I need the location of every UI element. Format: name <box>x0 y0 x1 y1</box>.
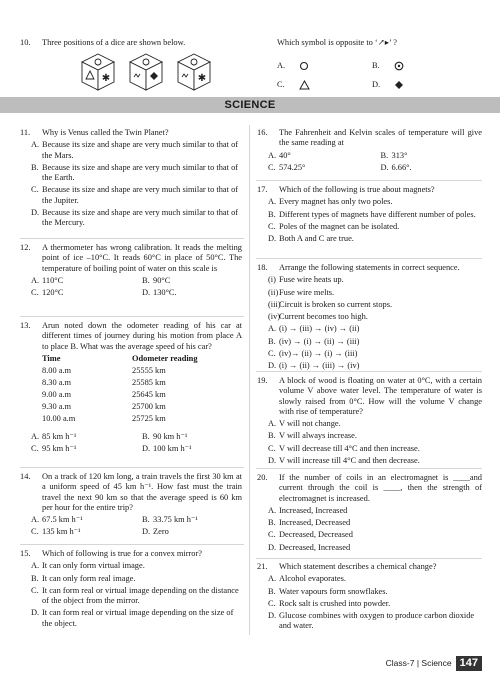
option-label: C. <box>268 598 276 608</box>
footer-label: Class-7 | Science <box>385 658 452 669</box>
option-text: It can only form real image. <box>42 573 136 583</box>
option-text: Increased, Increased <box>279 505 348 515</box>
option-label: A. <box>268 324 277 334</box>
option-c[interactable] <box>20 527 131 537</box>
option-text: Both A and C are true. <box>279 234 354 243</box>
question-number: 10. <box>20 38 31 47</box>
option-label: B. <box>268 518 276 527</box>
option-label: B. <box>142 515 150 524</box>
question-10 <box>20 38 250 48</box>
question-text: Which symbol is opposite to ‘↗▸’ ? <box>277 38 397 47</box>
option-label: A. <box>31 561 40 571</box>
table-cell: 25555 km <box>132 365 166 375</box>
option-text: (iv) → (i) → (ii) → (iii) <box>279 336 360 346</box>
option-label: A. <box>268 150 277 160</box>
q10-option-b[interactable] <box>372 61 404 71</box>
divider <box>20 544 244 545</box>
option-label: C. <box>268 221 276 231</box>
option-b[interactable] <box>257 210 482 220</box>
item-label: (i) <box>268 275 276 285</box>
option-text: 85 km h⁻¹ <box>42 431 77 441</box>
table-cell: 8.00 a.m <box>42 365 72 375</box>
option-text: 135 km h⁻¹ <box>42 527 81 537</box>
divider <box>20 238 244 239</box>
option-a[interactable] <box>257 419 482 429</box>
item-label: (iii) <box>268 299 281 309</box>
item-label: (ii) <box>268 287 279 297</box>
table-cell: 9.30 a.m <box>42 401 72 411</box>
divider <box>256 180 482 181</box>
option-c[interactable] <box>20 444 131 454</box>
question-text: On a track of 120 km long, a train travels the first 30 km at a uniform speed of 45 km h⁻¹. How fast must the train travel the next 90 km so that the average speed is 60 km per hour for the entire trip? <box>42 472 242 512</box>
question-15 <box>20 549 242 629</box>
question-number: 18. <box>257 263 268 272</box>
divider <box>256 371 482 372</box>
option-text: Glucose combines with oxygen to produce carbon dioxide and water. <box>279 611 475 631</box>
question-14 <box>20 472 242 538</box>
item-text: Fuse wire heats up. <box>279 275 344 285</box>
item-text: Fuse wire melts. <box>279 287 335 297</box>
option-text: 40° <box>279 150 291 160</box>
odometer-table <box>42 354 242 426</box>
option-label: C. <box>31 527 39 537</box>
option-text: Poles of the magnet can be isolated. <box>279 221 400 231</box>
q10-option-c[interactable] <box>277 80 310 90</box>
option-text: Decreased, Decreased <box>279 530 353 540</box>
option-d[interactable] <box>131 288 242 298</box>
dotted-circle-icon <box>394 61 404 71</box>
option-label: A. <box>31 431 40 441</box>
option-text: 100 km h⁻¹ <box>153 444 192 453</box>
option-b[interactable] <box>257 587 482 597</box>
option-c[interactable] <box>257 349 482 359</box>
question-text: Why is Venus called the Twin Planet? <box>42 128 169 137</box>
option-c[interactable] <box>257 444 482 454</box>
option-label: D. <box>142 444 151 453</box>
question-text: Which statement describes a chemical change? <box>279 562 437 571</box>
option-text: It can form real or virtual image depending on the size of the object. <box>42 608 234 628</box>
table-cell: 25585 km <box>132 377 166 387</box>
question-13 <box>20 321 242 454</box>
question-number: 11. <box>20 128 31 137</box>
option-b[interactable] <box>257 431 482 441</box>
question-text: If the number of coils in an electromagnet is ____and current through the coil is ____, then the strength of electromagnet is increased. <box>279 473 482 503</box>
q10-option-a[interactable] <box>277 61 309 71</box>
option-label: C. <box>268 530 276 540</box>
question-text: Three positions of a dice are shown below. <box>42 38 186 47</box>
option-text: 120°C <box>42 288 64 297</box>
option-label: D. <box>142 288 151 297</box>
statement-item <box>257 312 482 322</box>
option-label: B. <box>372 61 380 70</box>
option-a[interactable] <box>20 276 131 286</box>
question-number: 14. <box>20 472 31 481</box>
option-text: V will not change. <box>279 419 341 428</box>
option-d[interactable] <box>370 163 483 173</box>
option-c[interactable] <box>257 599 482 609</box>
question-text: Which of the following is true about magnets? <box>279 185 435 194</box>
option-text: It can only form virtual image. <box>42 561 145 571</box>
option-text: 574.25° <box>279 162 306 172</box>
question-number: 17. <box>257 185 268 194</box>
option-label: B. <box>142 431 150 441</box>
option-label: D. <box>372 80 381 89</box>
option-label: A. <box>277 61 286 70</box>
option-b[interactable] <box>131 276 242 286</box>
dice-3-icon <box>178 54 210 90</box>
option-text: Decreased, Increased <box>279 542 351 552</box>
option-label: B. <box>268 431 276 441</box>
option-label: C. <box>268 162 276 172</box>
option-label: B. <box>268 209 276 219</box>
divider <box>20 316 244 317</box>
option-a[interactable] <box>20 432 131 442</box>
question-text: Arrange the following statements in correct sequence. <box>279 263 460 272</box>
option-d[interactable] <box>257 234 482 244</box>
option-text: 67.5 km h⁻¹ <box>42 515 83 524</box>
dice-1-icon <box>82 54 114 90</box>
option-label: D. <box>268 611 277 620</box>
circle-icon <box>299 61 309 71</box>
option-a[interactable] <box>20 561 242 571</box>
option-label: C. <box>268 443 276 453</box>
option-b[interactable] <box>131 515 242 525</box>
option-label: B. <box>380 150 389 160</box>
option-b[interactable] <box>257 518 482 528</box>
option-d[interactable] <box>131 527 242 537</box>
item-text: Current becomes too high. <box>279 312 368 321</box>
option-label: B. <box>268 586 276 596</box>
option-label: C. <box>31 288 39 297</box>
svg-text:✱: ✱ <box>101 73 111 84</box>
option-label: D. <box>380 162 389 172</box>
option-label: C. <box>31 444 39 453</box>
option-label: D. <box>31 207 40 217</box>
option-text: 313° <box>391 150 408 160</box>
question-16 <box>257 128 482 173</box>
divider <box>20 467 244 468</box>
table-cell: 25700 km <box>132 401 166 411</box>
question-number: 12. <box>20 243 31 252</box>
option-label: C. <box>31 585 39 595</box>
option-label: D. <box>268 361 277 370</box>
page-number: 147 <box>456 656 482 671</box>
option-label: C. <box>31 185 39 195</box>
question-17 <box>257 185 482 244</box>
option-text: 130°C. <box>153 288 177 297</box>
option-text: 33.75 km h⁻¹ <box>153 515 198 524</box>
option-text: 110°C <box>42 275 64 285</box>
option-label: A. <box>268 197 277 207</box>
option-c[interactable] <box>257 163 370 173</box>
option-text: Rock salt is crushed into powder. <box>279 598 391 608</box>
option-text: Different types of magnets have different number of poles. <box>279 209 476 219</box>
table-cell: 9.00 a.m <box>42 389 72 399</box>
option-d[interactable] <box>257 543 482 553</box>
option-c[interactable] <box>257 222 482 232</box>
option-text: Because its size and shape are very much similar to that of the Mars. <box>42 140 239 160</box>
table-cell: 25725 km <box>132 413 166 423</box>
option-b[interactable] <box>20 574 242 584</box>
option-text: Because its size and shape are very much similar to that of the Earth. <box>42 162 239 182</box>
question-text: Which of following is true for a convex mirror? <box>42 549 203 558</box>
question-number: 20. <box>257 473 268 482</box>
q10-option-d[interactable] <box>372 80 404 90</box>
option-a[interactable] <box>20 515 131 525</box>
option-a[interactable] <box>20 140 242 161</box>
option-c[interactable] <box>20 185 242 206</box>
option-label: A. <box>268 505 277 515</box>
option-label: D. <box>268 542 277 552</box>
option-label: D. <box>268 234 277 243</box>
option-text: Zero <box>153 527 169 537</box>
table-cell: 8.30 a.m <box>42 377 72 387</box>
option-label: B. <box>142 275 150 285</box>
option-a[interactable] <box>257 574 482 584</box>
dice-2-icon <box>130 54 162 90</box>
option-text: (i) → (iii) → (iv) → (ii) <box>279 324 360 334</box>
option-b[interactable] <box>131 432 242 442</box>
svg-text:✱: ✱ <box>197 73 207 84</box>
option-label: B. <box>268 336 276 346</box>
item-text: Circuit is broken so current stops. <box>279 299 393 309</box>
question-12 <box>20 243 242 298</box>
question-18 <box>257 263 482 371</box>
question-number: 15. <box>20 549 31 558</box>
option-label: D. <box>268 455 277 465</box>
option-text: Every magnet has only two poles. <box>279 197 393 207</box>
table-cell: 10.00 a.m <box>42 413 76 423</box>
option-label: A. <box>31 275 40 285</box>
question-text: A thermometer has wrong calibration. It reads the melting point of ice –10°C. It reads 60°C in place of 50°C. The temperature of boiling point of water on this scale is <box>42 243 242 273</box>
option-a[interactable] <box>257 324 482 334</box>
option-label: D. <box>31 608 40 618</box>
divider <box>256 558 482 559</box>
option-c[interactable] <box>20 288 131 298</box>
statement-item <box>257 300 482 310</box>
option-text: 90°C <box>153 275 171 285</box>
option-text: 90 km h⁻¹ <box>153 431 188 441</box>
option-text: It can form real or virtual image depending on the distance of the object from the mirror. <box>42 585 239 605</box>
option-text: Because its size and shape are very much similar to that of the Jupiter. <box>42 185 239 205</box>
option-b[interactable] <box>257 337 482 347</box>
option-label: A. <box>268 419 277 428</box>
divider <box>256 258 482 259</box>
diamond-icon <box>394 80 404 90</box>
section-banner: SCIENCE <box>0 97 500 113</box>
option-text: (i) → (ii) → (iii) → (iv) <box>279 361 360 370</box>
option-text: V will always increase. <box>279 431 357 441</box>
option-a[interactable] <box>257 197 482 207</box>
question-number: 19. <box>257 376 268 385</box>
question-number: 16. <box>257 128 268 137</box>
statement-item <box>257 288 482 298</box>
option-d[interactable] <box>131 444 242 454</box>
table-header: Time <box>42 353 61 363</box>
question-text: The Fahrenheit and Kelvin scales of temperature will give the same reading at <box>279 128 482 148</box>
option-text: (iv)→ (ii) → (i) → (iii) <box>279 348 358 358</box>
option-b[interactable] <box>370 151 483 161</box>
option-a[interactable] <box>257 506 482 516</box>
option-c[interactable] <box>257 530 482 540</box>
question-number: 21. <box>257 562 268 571</box>
question-text: A block of wood is floating on water at 0°C, with a certain volume V above water level. The temperature of water is slowly raised from 0°C. How will the volume V change with rise of temperature? <box>279 376 482 416</box>
statement-item <box>257 275 482 285</box>
dice-positions-figure <box>80 52 220 94</box>
option-text: Increased, Decreased <box>279 518 351 527</box>
question-21 <box>257 562 482 632</box>
question-number: 13. <box>20 321 31 330</box>
option-label: C. <box>268 348 276 358</box>
option-d[interactable] <box>257 611 482 632</box>
question-10-prompt <box>277 38 487 48</box>
option-d[interactable] <box>20 608 242 629</box>
table-header: Odometer reading <box>132 353 198 363</box>
option-text: V will increase till 4°C and then decrease. <box>279 455 420 465</box>
option-b[interactable] <box>20 163 242 184</box>
option-d[interactable] <box>257 456 482 466</box>
option-d[interactable] <box>257 361 482 371</box>
divider <box>256 468 482 469</box>
option-text: 6.66°. <box>391 162 412 172</box>
option-label: C. <box>277 80 285 89</box>
option-label: A. <box>31 140 40 150</box>
option-label: A. <box>268 574 277 584</box>
option-a[interactable] <box>257 151 370 161</box>
option-text: Because its size and shape are very much similar to that of the Mercury. <box>42 207 239 227</box>
question-11 <box>20 128 242 228</box>
triangle-icon <box>299 80 310 90</box>
option-label: D. <box>142 527 151 537</box>
option-c[interactable] <box>20 586 242 607</box>
option-label: A. <box>31 515 40 524</box>
question-text: Arun noted down the odometer reading of his car at different times of journey during his motion from place A to place B. What was the average speed of his car? <box>42 321 242 351</box>
option-label: B. <box>31 573 39 583</box>
question-20 <box>257 473 482 553</box>
page-footer <box>386 656 482 671</box>
item-label: (iv) <box>268 312 281 321</box>
option-label: B. <box>31 162 39 172</box>
table-cell: 25645 km <box>132 389 166 399</box>
option-text: V will decrease till 4°C and then increase. <box>279 443 420 453</box>
option-text: 95 km h⁻¹ <box>42 444 77 453</box>
option-text: Alcohol evaporates. <box>279 574 346 584</box>
option-text: Water vapours form snowflakes. <box>279 586 388 596</box>
question-19 <box>257 376 482 466</box>
option-d[interactable] <box>20 208 242 229</box>
